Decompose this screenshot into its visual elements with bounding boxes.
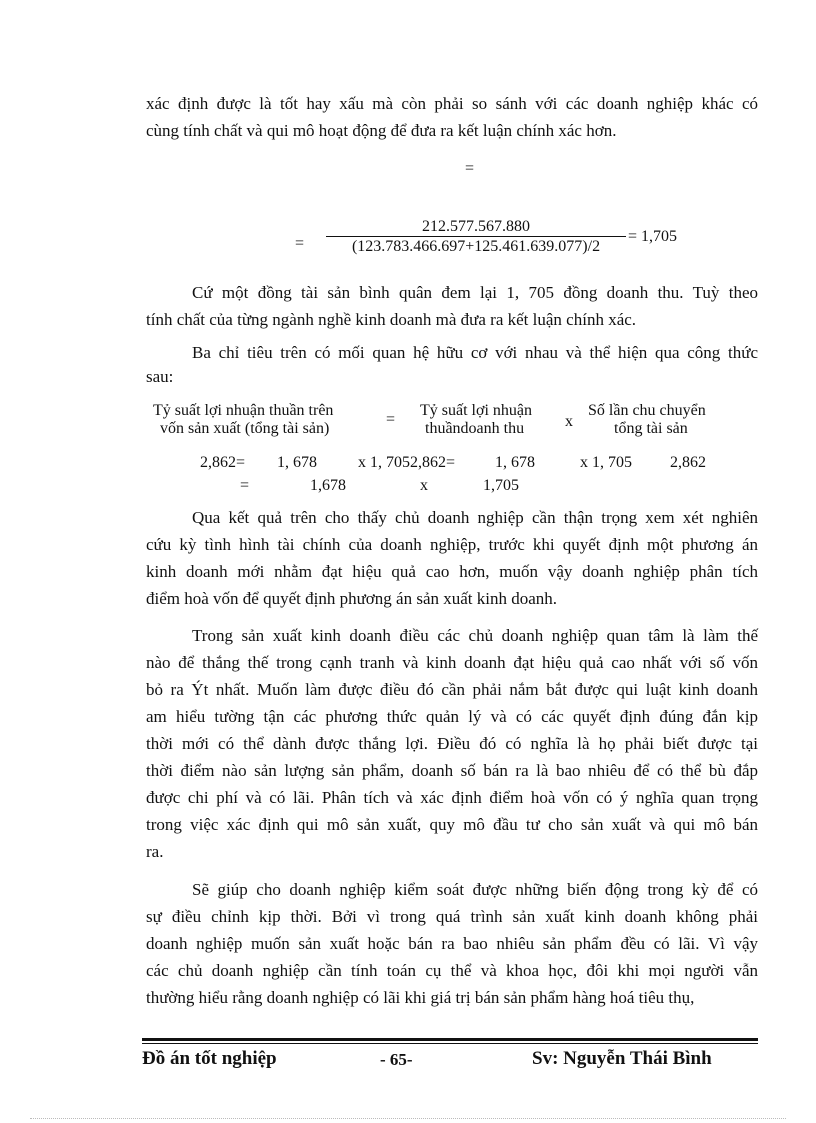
- footer-rule-thin: [142, 1043, 758, 1044]
- footer-title: Đồ án tốt nghiệp: [142, 1048, 277, 1069]
- footer-rule-thick: [142, 1038, 758, 1041]
- text-line: xác định được là tốt hay xấu mà còn phải so sánh với các doanh nghiệp khác có: [146, 94, 758, 113]
- calc-value: x: [420, 477, 428, 494]
- text-line: am hiểu tường tận các phương thức quản lý và có các quyết định đúng đắn kịp: [146, 707, 758, 726]
- text-line: điểm hoà vốn để quyết định phương án sản xuất kinh doanh.: [146, 589, 558, 608]
- text-line: trong việc xác định qui mô sản xuất, quy mô đầu tư cho sản xuất và qui mô bán: [146, 815, 758, 834]
- paragraph-results: [146, 504, 758, 612]
- formula-top-equals: =: [465, 160, 475, 177]
- paragraph-relation: [146, 341, 758, 389]
- calc-value: 1,678: [310, 477, 346, 494]
- text-line: thời mới có thể dành được thắng lợi. Điều đó có nghĩa là họ phải biết được tại: [146, 734, 758, 753]
- text-line: cùng tính chất và qui mô hoạt động để đưa ra kết luận chính xác hơn.: [146, 121, 617, 140]
- page-number: - 65-: [380, 1050, 413, 1069]
- term3-line1: Số lần chu chuyển: [588, 402, 706, 419]
- text-line: Qua kết quả trên cho thấy chủ doanh nghiệp cần thận trọng xem xét nghiên: [192, 508, 758, 527]
- footer-author: Sv: Nguyễn Thái Bình: [532, 1048, 712, 1069]
- paragraph-turnover: [146, 279, 758, 333]
- text-line: bỏ ra Ýt nhất. Muốn làm được điều đó cần phải nắm bắt được qui luật kinh doanh: [146, 680, 758, 699]
- calc-value: 1, 678: [495, 454, 535, 471]
- fraction-denominator: (123.783.466.697+125.461.639.077)/2: [351, 238, 601, 255]
- text-line: Trong sản xuất kinh doanh điều các chủ doanh nghiệp quan tâm là làm thế: [192, 626, 758, 645]
- asset-turnover-fraction: [326, 217, 626, 256]
- calc-value: x 1, 705: [580, 454, 632, 471]
- calc-value: x 1, 7052,862=: [358, 454, 456, 471]
- text-line: doanh nghiệp muốn sản xuất hoặc bán ra bao nhiêu sản phẩm đều có lãi. Vì vậy: [146, 934, 758, 953]
- term1-line2: vốn sản xuất (tổng tài sản): [160, 420, 330, 437]
- calc-value: 2,862=: [200, 454, 246, 471]
- term2-line2: thuầndoanh thu: [425, 420, 525, 437]
- text-line: nào để thắng thế trong cạnh tranh và kinh doanh đạt hiệu quả cao nhất với số vốn: [146, 653, 758, 672]
- calc-value: =: [240, 477, 250, 494]
- text-line: sự điều chỉnh kịp thời. Bởi vì trong quá trình sản xuất kinh doanh không phải: [146, 907, 758, 926]
- fraction-numerator: 212.577.567.880: [326, 217, 626, 237]
- calc-value: 1, 678: [277, 454, 317, 471]
- text-line: tính chất của từng ngành nghề kinh doanh mà đưa ra kết luận chính xác.: [146, 310, 637, 329]
- calc-value: 1,705: [483, 477, 519, 494]
- relation-times: x: [565, 413, 573, 430]
- text-line: kinh doanh mới nhằm đạt hiệu quả cao hơn, muốn vậy doanh nghiệp phân tích: [146, 562, 758, 581]
- relation-equals: =: [386, 411, 396, 428]
- paragraph-intro: [146, 90, 758, 144]
- paragraph-competition: [146, 622, 758, 865]
- term2-line1: Tỷ suất lợi nhuận: [420, 402, 532, 419]
- text-line: ra.: [146, 842, 164, 861]
- text-line: các chủ doanh nghiệp cần tính toán cụ thể và khoa học, đôi khi mọi người vẫn: [146, 961, 758, 980]
- page-bottom-dotted-line: [30, 1118, 786, 1119]
- term3-line2: tổng tài sản: [614, 420, 688, 437]
- text-line: sau:: [146, 367, 174, 386]
- formula-result: = 1,705: [628, 228, 678, 245]
- text-line: Ba chỉ tiêu trên có mối quan hệ hữu cơ với nhau và thể hiện qua công thức: [192, 343, 758, 362]
- text-line: thời điểm nào sản lượng sản phẩm, doanh số bán ra là bao nhiêu để có thể bù đắp: [146, 761, 758, 780]
- paragraph-control: [146, 876, 758, 1011]
- text-line: được chi phí và có lãi. Phân tích và xác định điểm hoà vốn có ý nghĩa quan trọng: [146, 788, 758, 807]
- text-line: thường hiểu rằng doanh nghiệp có lãi khi giá trị bán sản phẩm hàng hoá tiêu thụ,: [146, 988, 695, 1007]
- text-line: Sẽ giúp cho doanh nghiệp kiểm soát được những biến động trong kỳ để có: [192, 880, 758, 899]
- formula-left-equals: =: [295, 235, 305, 252]
- term1-line1: Tỷ suất lợi nhuận thuần trên: [153, 402, 334, 419]
- text-line: Cứ một đồng tài sản bình quân đem lại 1, 705 đồng doanh thu. Tuỳ theo: [192, 283, 758, 302]
- calc-value: 2,862: [670, 454, 706, 471]
- text-line: cứu kỳ tình hình tài chính của doanh nghiệp, trước khi quyết định một phương án: [146, 535, 758, 554]
